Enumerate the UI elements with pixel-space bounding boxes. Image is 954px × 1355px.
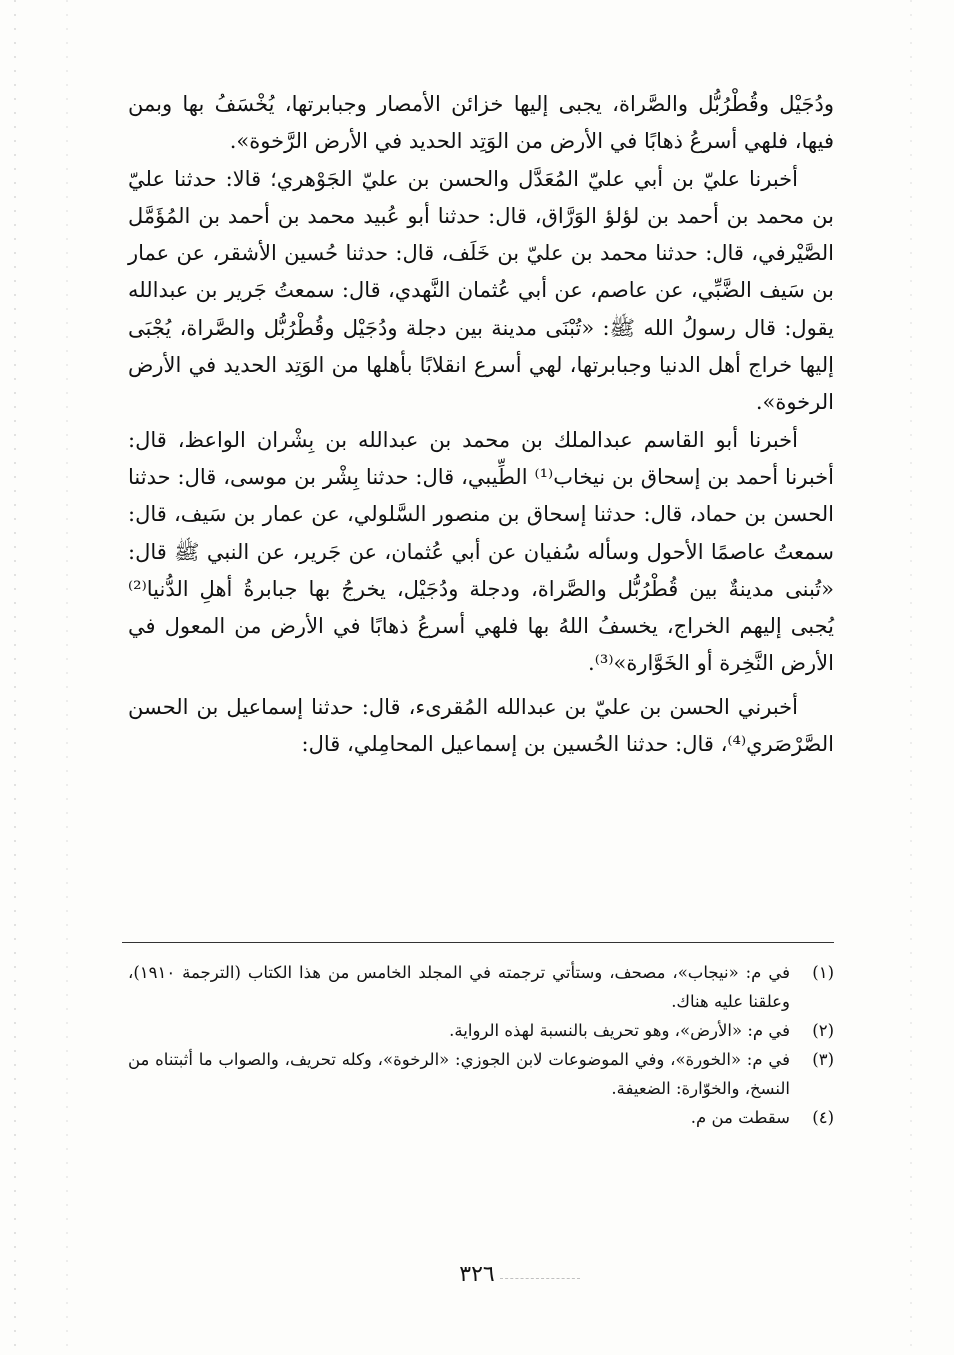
footnote-number: (٢) (812, 1021, 834, 1040)
scan-edge-speckle (14, 0, 16, 1355)
footnote (128, 958, 834, 1016)
footnote-number: (٣) (812, 1050, 834, 1069)
footnote-number: (٤) (812, 1108, 834, 1127)
scan-edge-speckle (910, 0, 912, 1355)
paragraph: أخبرني الحسن بن عليّ بن عبدالله المُقرىء، قال: حدثنا إسماعيل بن الحسن الصَّرْصَري⁽⁴⁾، قال: حدثنا الحُسين بن إسماعيل المحامِلي، قال: (128, 694, 834, 757)
footnote (128, 1103, 834, 1132)
footnote-text: في م: «الخورة»، وفي الموضوعات لابن الجوزي: «الرخوة»، وكله تحريف، والصواب ما أثبتناه من النسخ، والخوّارة: الضعيفة. (128, 1050, 790, 1098)
footnote-text: في م: «الأرض»، وهو تحريف بالنسبة لهذه الرواية. (449, 1021, 790, 1040)
footnote-text: سقطت من م. (690, 1108, 790, 1127)
paragraph: أخبرنا أبو القاسم عبدالملك بن محمد بن عبدالله بن بِشْران الواعظ، قال: أخبرنا أحمد بن إسحاق بن نيخاب⁽¹⁾ الطِّيبي، قال: حدثنا بِشْر بن موسى، قال: حدثنا الحسن بن حماد، قال: حدثنا إسحاق بن منصور السَّلولي، عن عمار بن سَيف، قال: سمعتُ عاصمًا الأحول وسأله سُفيان عن أبي عُثمان، عن جَرير، عن النبي ﷺ قال: «تُبنى مدينةٌ بين قُطْرُبُّل والصَّراة، ودجلة ودُجَيْل، يخرجُ بها جبابرةُ أهلِ الدُّنيا⁽²⁾ يُجبى إليهم الخراج، يخسفُ اللهُ بها فلهي أسرعُ ذهابًا في الأرض من المعول في الأرض النَّخِرة أو الخَوَّارة»⁽³⁾. (128, 427, 834, 676)
scan-edge-speckle (66, 0, 68, 1355)
paragraph: أخبرنا عليّ بن أبي عليّ المُعَدَّل والحسن بن عليّ الجَوْهري؛ قالا: حدثنا عليّ بن محمد بن أحمد بن لؤلؤ الوَرَّاق، قال: حدثنا أبو عُبيد محمد بن أحمد بن المُؤَمَّل الصَّيْرفي، قال: حدثنا محمد بن عليّ بن خَلَف، قال: حدثنا حُسين الأشقر، عن عمار بن سَيف الضَّبِّي، عن عاصم، عن أبي عُثمان النَّهدي، قال: سمعتُ جَرير بن عبدالله يقول: قال رسولُ الله ﷺ: «تُبْنَى مدينة بين دجلة ودُجَيْل وقُطْرُبُّل والصَّراة، يُجْبَى إليها خراج أهل الدنيا وجبابرتها، لهي أسرع انقلابًا بأهلها من الوَتِد الحديد في الأرض الرخوة». (128, 166, 834, 415)
footnote (128, 1016, 834, 1045)
footnote-divider (122, 942, 834, 943)
page-number-underline (500, 1278, 580, 1279)
footnote-number: (١) (812, 963, 834, 982)
footnote (128, 1045, 834, 1103)
footnote-text: في م: «نيجاب»، مصحف، وستأتي ترجمته في المجلد الخامس من هذا الكتاب (الترجمة ١٩١٠)، وعلقنا عليه هناك. (128, 963, 790, 1011)
main-text (128, 86, 834, 763)
footnotes (128, 958, 834, 1132)
paragraph: ودُجَيْل وقُطْرُبُّل والصَّراة، يجبى إليها خزائن الأمصار وجبابرتها، يُخْسَفُ بها وبمن فيها، فلهي أسرعُ ذهابًا في الأرض من الوَتِد الحديد في الأرض الرَّخوة». (128, 92, 834, 154)
page-number: ٣٢٦ (459, 1262, 495, 1287)
